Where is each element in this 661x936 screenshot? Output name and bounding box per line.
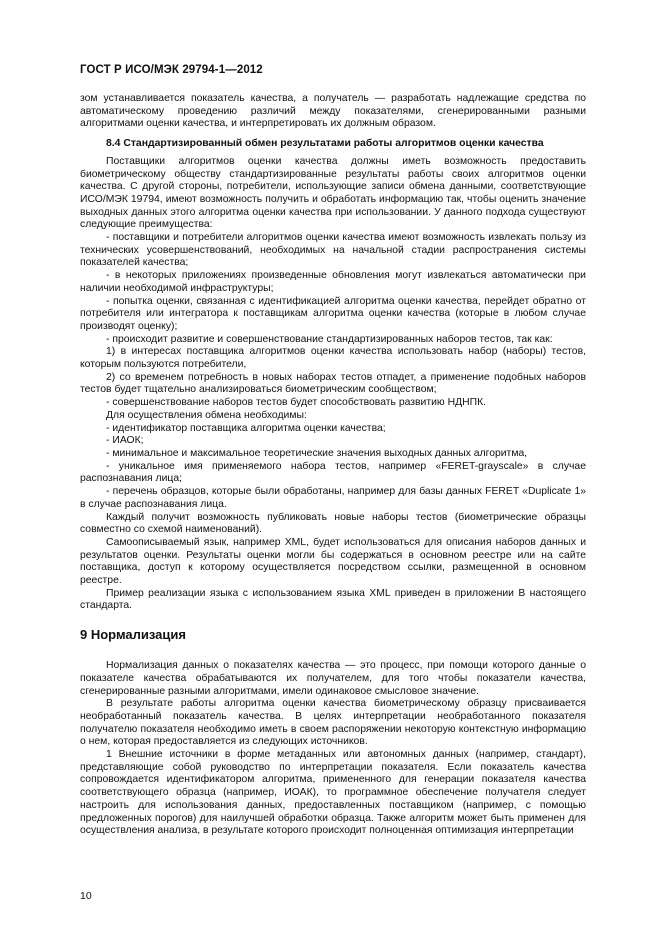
s84-paragraph: Для осуществления обмена необходимы:: [106, 409, 307, 421]
s9-paragraph: 1 Внешние источники в форме метаданных или автономных данных (например, стандарт), представляющие собой руководство по интерпретации показателя. Если показатель качества сопровождается идентификатором алгоритма, примененного для генерации показателя качества соответствующего образца (например, ИОАК), то программное обеспечение получателя следует настроить для использования данных, предоставленных поставщиком (например, с помощью предложенных порогов) для наилучшей обработки образца. Также алгоритм может быть применен для осуществления анализа, в результате которого происходит полноценная оптимизация интерпретации: [80, 749, 586, 837]
document-header: ГОСТ Р ИСО/МЭК 29794-1—2012: [80, 64, 263, 76]
s84-paragraph: - в некоторых приложениях произведенные обновления могут извлекаться автоматически при наличии необходимой инфраструктуры;: [80, 270, 586, 294]
s84-paragraph: - минимальное и максимальное теоретические значения выходных данных алгоритма,: [106, 447, 528, 459]
s84-paragraph: - идентификатор поставщика алгоритма оценки качества;: [106, 422, 386, 434]
section-8-4-heading: 8.4 Стандартизированный обмен результатами работы алгоритмов оценки качества: [106, 138, 544, 150]
s84-paragraph: - происходит развитие и совершенствование стандартизированных наборов тестов, так как:: [106, 333, 553, 345]
s84-paragraph: - уникальное имя применяемого набора тестов, например «FERET-grayscale» в случае распознавания лица;: [80, 460, 586, 485]
s84-paragraph: Самоописываемый язык, например XML, будет использоваться для описания наборов данных и результатов оценки. Результаты оценки могли бы содержаться в основном реестре или на сайте поставщика, доступ к которому осуществляется посредством ссылки, размещенной в основном реестре.: [80, 536, 586, 587]
s84-paragraph: - попытка оценки, связанная с идентификацией алгоритма оценки качества, перейдет обратно от потребителя или интегратора к поставщикам алгоритма оценки качества (которые в любом случае производят оценку);: [80, 295, 586, 332]
s84-paragraph: 1) в интересах поставщика алгоритмов оценки качества использовать набор (наборы) тестов, которым пользуются потребители,: [80, 346, 586, 371]
s84-paragraph: Пример реализации языка с использованием языка XML приведен в приложении В настоящего стандарта.: [80, 587, 586, 612]
s84-paragraph: - совершенствование наборов тестов будет способствовать развитию НДНПК.: [106, 397, 487, 409]
s9-paragraph: В результате работы алгоритма оценки качества биометрическому образцу присваивается необработанный показатель качества. В целях интерпретации необработанного показателя получателю показателя необходимо иметь в своем распоряжении некоторую контекстную информацию о нем, которая предоставляется из следующих источников.: [80, 698, 586, 748]
s84-paragraph: - поставщики и потребители алгоритмов оценки качества имеют возможность извлекать пользу из технических усовершенствований, необходимых на начальной стадии распространения системы показателей качества;: [80, 232, 586, 269]
section-9-heading: 9 Нормализация: [80, 627, 186, 643]
s9-paragraph: Нормализация данных о показателях качества — это процесс, при помощи которого данные о показателе качества обрабатываются их получателем, для того чтобы показатели качества, сгенерированные разными алгоритмами, имели одинаковое смысловое значение.: [80, 660, 586, 697]
s84-paragraph: Каждый получит возможность публиковать новые наборы тестов (биометрические образцы совместно со схемой наименований).: [80, 511, 586, 536]
page-body: [80, 93, 586, 838]
s84-paragraph: 2) со временем потребность в новых наборах тестов отпадет, а применение подобных наборов тестов будет тщательно анализироваться биометрическим сообществом;: [80, 371, 586, 396]
s84-paragraph: - ИАОК;: [106, 435, 144, 447]
intro-paragraph: зом устанавливается показатель качества, а получатель — разработать надлежащие средства по автоматическому проведению различий между показателями, сгенерированными разными алгоритмами оценки качества, и интерпретировать их должным образом.: [80, 93, 586, 130]
s84-paragraph: - перечень образцов, которые были обработаны, например для базы данных FERET «Duplicate 1» в случае распознавания лица.: [80, 486, 586, 510]
s84-paragraph: Поставщики алгоритмов оценки качества должны иметь возможность предоставить биометрическому обществу стандартизированные результаты работы своих алгоритмов оценки качества. С другой стороны, потребители, использующие записи обмена данными, соответствующие ИСО/МЭК 19794, имеют возможность получить и обработать информацию так, чтобы оценить значение выходных данных этого алгоритма оценки качества при использовании. У данного подхода существуют следующие преимущества:: [80, 155, 586, 231]
page-number: 10: [80, 890, 92, 902]
